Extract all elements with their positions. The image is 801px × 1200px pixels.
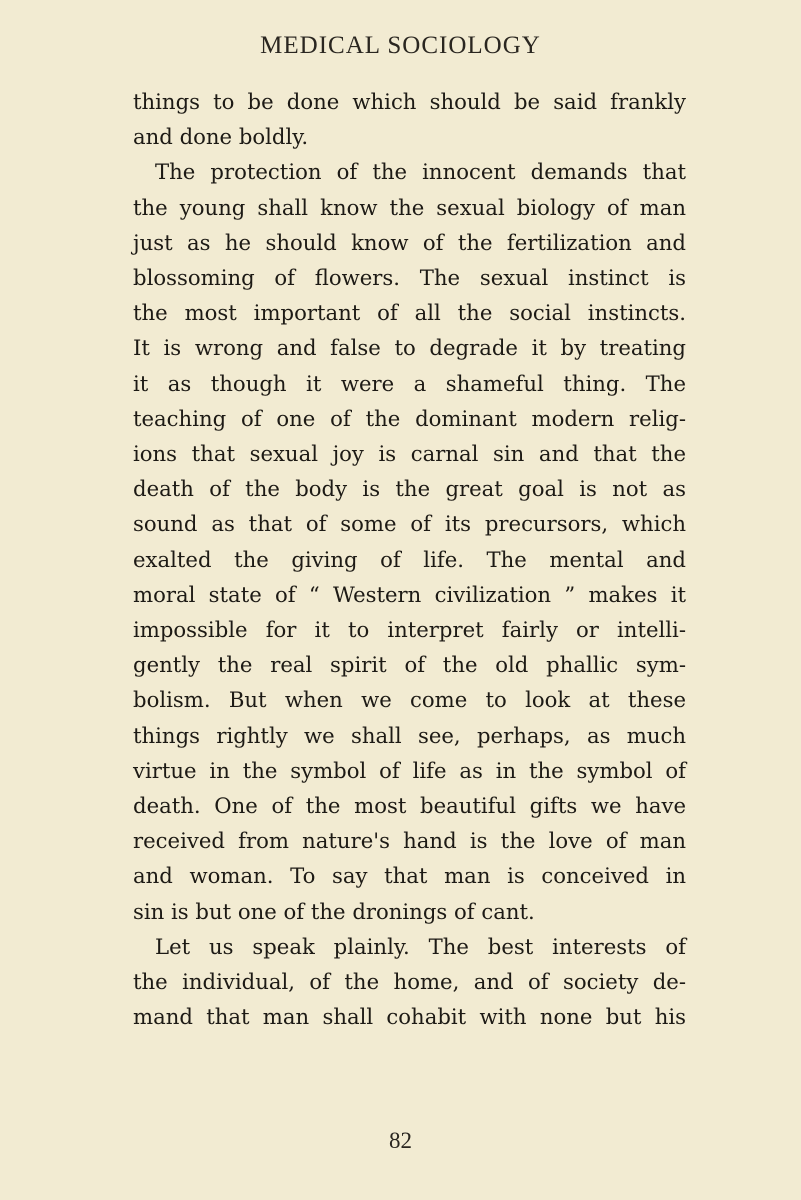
text-line: it as though it were a shameful thing. The xyxy=(133,370,686,396)
text-line: things to be done which should be said frankly xyxy=(133,89,686,114)
text-line: moral state of “ Western civilization ” makes it xyxy=(133,581,686,607)
text-line: impossible for it to interpret fairly or intelli- xyxy=(133,617,686,643)
text-line: death. One of the most beautiful gifts we have xyxy=(133,793,686,819)
text-line: Let us speak plainly. The best interests of xyxy=(155,933,686,959)
text-line: blossoming of flowers. The sexual instinct is xyxy=(133,265,686,291)
text-line: The protection of the innocent demands that xyxy=(155,159,686,185)
running-head: MEDICAL SOCIOLOGY xyxy=(260,32,541,59)
text-line: and woman. To say that man is conceived in xyxy=(133,863,686,889)
text-line: the most important of all the social instincts. xyxy=(133,300,686,326)
text-line: mand that man shall cohabit with none but his xyxy=(133,1004,686,1030)
text-line: sin is but one of the dronings of cant. xyxy=(133,898,535,924)
text-line: It is wrong and false to degrade it by treating xyxy=(133,335,686,361)
text-line: ions that sexual joy is carnal sin and that the xyxy=(133,441,686,467)
text-line: things rightly we shall see, perhaps, as much xyxy=(133,722,686,748)
page-body-text xyxy=(133,84,686,1034)
page-number: 82 xyxy=(389,1128,412,1153)
text-line: bolism. But when we come to look at these xyxy=(133,687,686,713)
text-line: virtue in the symbol of life as in the symbol of xyxy=(133,757,686,783)
text-line: received from nature's hand is the love of man xyxy=(133,828,686,854)
text-line: teaching of one of the dominant modern relig- xyxy=(133,405,686,431)
text-line: death of the body is the great goal is not as xyxy=(133,476,686,502)
text-line: gently the real spirit of the old phallic sym- xyxy=(133,652,686,678)
text-line: sound as that of some of its precursors, which xyxy=(133,511,686,537)
text-line: the young shall know the sexual biology of man xyxy=(133,194,686,220)
text-line: the individual, of the home, and of society de- xyxy=(133,969,686,995)
text-line: exalted the giving of life. The mental and xyxy=(133,546,686,572)
text-line: just as he should know of the fertilization and xyxy=(133,229,686,255)
text-line: and done boldly. xyxy=(133,124,309,150)
